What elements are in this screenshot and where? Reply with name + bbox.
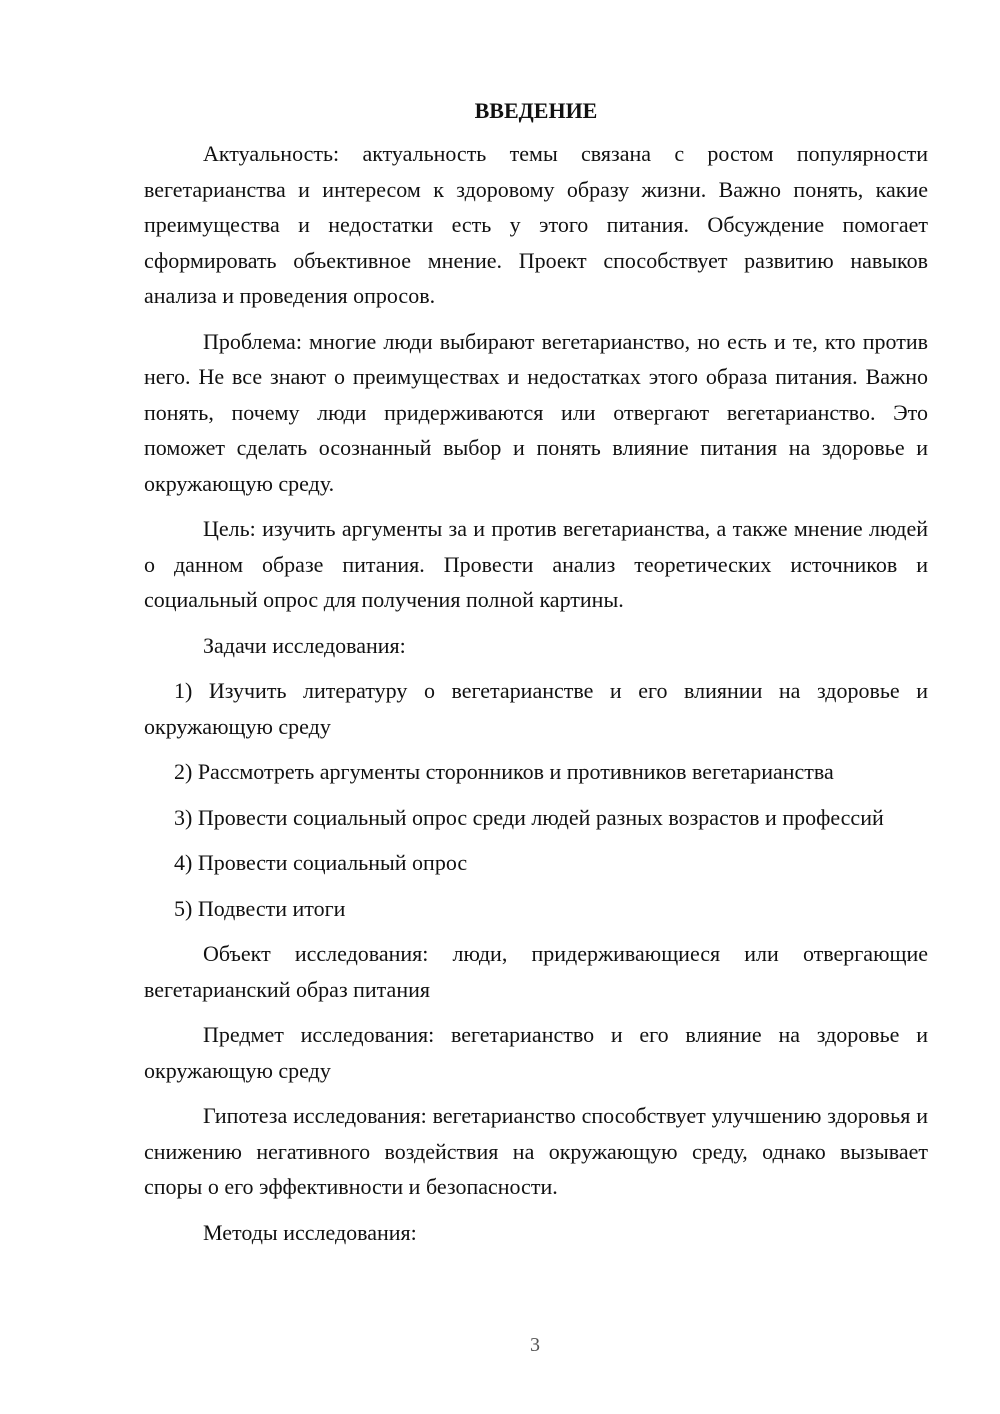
paragraph-problem: Проблема: многие люди выбирают вегетарианство, но есть и те, кто против него. Не все знают о преимуществах и недостатках этого образа питания. Важно понять, почему люди придерживаются или отвергают вегетарианство. Это поможет сделать осознанный выбор и понять влияние питания на здоровье и окружающую среду. (144, 328, 928, 496)
task-item-5: 5) Подвести итоги (174, 895, 346, 921)
methods-heading: Методы исследования: (203, 1219, 417, 1245)
task-item-2: 2) Рассмотреть аргументы сторонников и противников вегетарианства (174, 759, 834, 784)
document-page (144, 96, 928, 1260)
tasks-heading: Задачи исследования: (203, 632, 406, 658)
task-item-4: 4) Провести социальный опрос (174, 850, 468, 875)
paragraph-hypothesis: Гипотеза исследования: вегетарианство способствует улучшению здоровья и снижению негативного воздействия на окружающую среду, однако вызывает споры о его эффективности и безопасности. (144, 1103, 928, 1199)
paragraph-object: Объект исследования: люди, придерживающиеся или отвергающие вегетарианский образ питания (144, 941, 928, 1002)
task-item-3: 3) Провести социальный опрос среди людей разных возрастов и профессий (174, 804, 884, 830)
paragraph-subject: Предмет исследования: вегетарианство и его влияние на здоровье и окружающую среду (144, 1022, 928, 1083)
paragraph-goal: Цель: изучить аргументы за и против вегетарианства, а также мнение людей о данном образе питания. Провести анализ теоретических источников и социальный опрос для получения полной картины. (144, 516, 928, 612)
page-number: 3 (530, 1334, 540, 1356)
paragraph-relevance: Актуальность: актуальность темы связана с ростом популярности вегетарианства и интересом к здоровому образу жизни. Важно понять, какие преимущества и недостатки есть у этого питания. Обсуждение помогает сформировать объективное мнение. Проект способствует развитию навыков анализа и проведения опросов. (144, 141, 928, 308)
page-title: ВВЕДЕНИЕ (474, 98, 598, 123)
task-item-1: 1) Изучить литературу о вегетарианстве и его влиянии на здоровье и окружающую среду (144, 678, 928, 739)
